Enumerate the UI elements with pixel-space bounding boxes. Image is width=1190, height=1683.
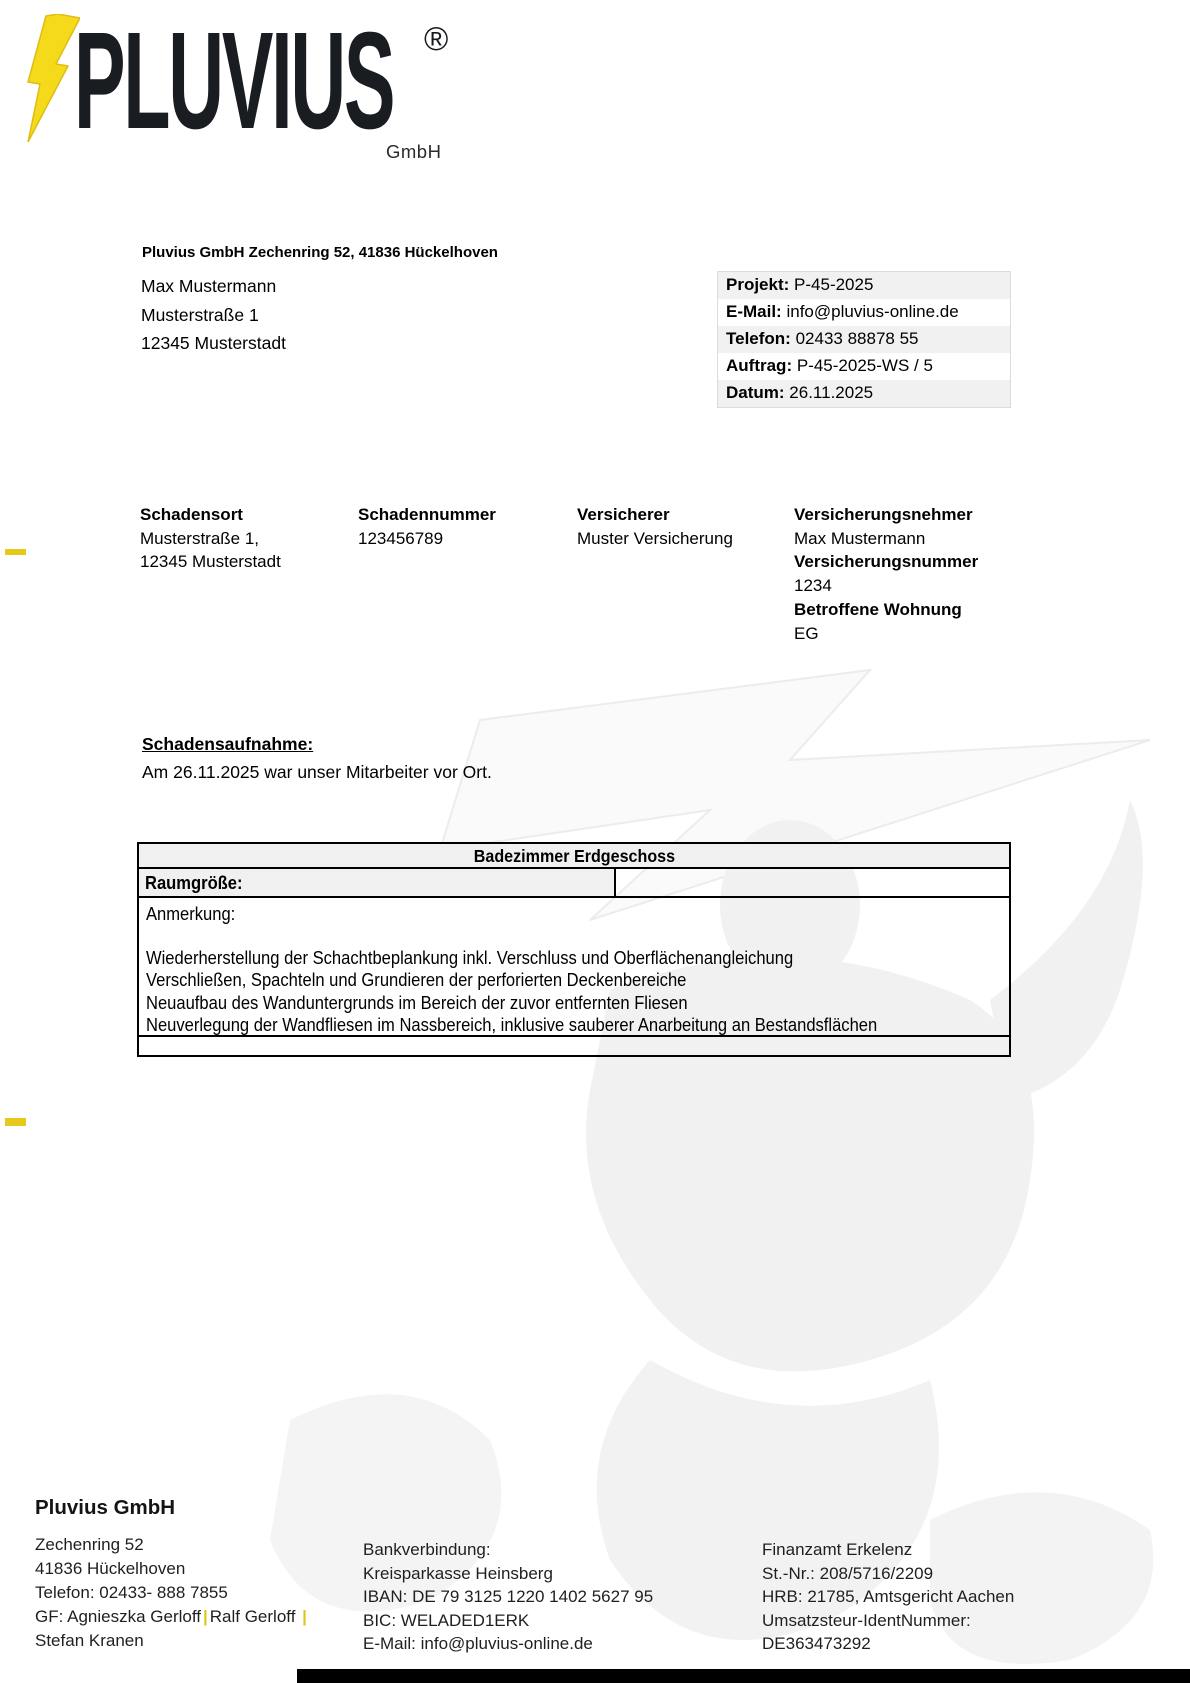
- footer-tax-line: Finanzamt Erkelenz: [762, 1540, 913, 1559]
- info-row-projekt: [718, 272, 1010, 299]
- footer-bank-line: E-Mail: info@pluvius-online.de: [363, 1634, 593, 1654]
- note-line: Verschließen, Spachteln und Grundieren der perforierten Deckenbereiche: [146, 970, 687, 991]
- info-value: 02433 88878 55: [795, 329, 919, 348]
- claim-value: Muster Versicherung: [577, 528, 733, 548]
- info-label: Datum:: [726, 383, 785, 402]
- footer-tax-line: HRB: 21785, Amtsgericht Aachen: [762, 1587, 1015, 1607]
- claim-col-schadennummer: [358, 503, 496, 550]
- info-value: P-45-2025: [794, 275, 874, 294]
- claim-heading: Betroffene Wohnung: [794, 599, 962, 619]
- gf-separator: |: [202, 1607, 208, 1626]
- info-row-datum: [718, 380, 1010, 407]
- claim-value: EG: [794, 623, 819, 643]
- claim-col-schadensort: [140, 503, 281, 574]
- footer-bank-line: Bankverbindung:: [363, 1540, 491, 1559]
- footer-address-lines: [35, 1533, 309, 1653]
- room-table-empty-row: [139, 1037, 1009, 1055]
- claim-heading: Versicherungsnummer: [794, 552, 979, 572]
- company-suffix: GmbH: [386, 141, 442, 162]
- room-size-value: [616, 869, 1009, 896]
- footer-gf-name2: Ralf Gerloff: [209, 1607, 296, 1626]
- info-value: 26.11.2025: [789, 383, 874, 402]
- info-value: P-45-2025-WS / 5: [796, 356, 933, 375]
- footer-bank-line: Kreisparkasse Heinsberg: [363, 1563, 553, 1583]
- footer-tax-line: Umsatzsteur-IdentNummer:: [762, 1610, 971, 1630]
- footer-gf-line: [35, 1605, 309, 1629]
- note-line: Neuverlegung der Wandfliesen im Nassbereich, inklusive sauberer Anarbeitung an Bestandsflächen: [146, 1015, 878, 1036]
- registered-trademark-icon: ®: [424, 20, 449, 57]
- info-value: info@pluvius-online.de: [786, 302, 959, 321]
- footer-address-city: 41836 Hückelhoven: [35, 1559, 186, 1578]
- watermark-figure: [230, 660, 1190, 1683]
- footer-tax-block: [762, 1538, 1014, 1656]
- note-line: Neuaufbau des Wanduntergrunds im Bereich der zuvor entfernten Fliesen: [146, 992, 688, 1013]
- claim-heading: Versicherungsnehmer: [794, 505, 973, 524]
- sender-line: Pluvius GmbH Zechenring 52, 41836 Hückelhoven: [142, 244, 498, 261]
- room-table-title-row: [139, 844, 1009, 869]
- claim-value: Musterstraße 1,: [140, 528, 260, 548]
- project-info-box: [717, 271, 1011, 408]
- claim-heading: Schadensort: [140, 505, 243, 524]
- claim-value: Max Mustermann: [794, 528, 926, 548]
- footer-address-street: Zechenring 52: [35, 1535, 144, 1554]
- recipient-street: Musterstraße 1: [141, 304, 259, 325]
- recipient-name: Max Mustermann: [141, 276, 277, 296]
- info-row-email: [718, 299, 1010, 326]
- fold-mark-bottom: [5, 1118, 26, 1126]
- recipient-address: [141, 272, 286, 358]
- footer-gf-names: GF: Agnieszka Gerloff: [35, 1607, 201, 1626]
- bottom-black-bar: [297, 1669, 1190, 1683]
- info-label: Telefon:: [726, 329, 791, 348]
- footer-bank-line: IBAN: DE 79 3125 1220 1402 5627 95: [363, 1587, 654, 1607]
- gf-separator: |: [302, 1607, 307, 1626]
- claim-heading: Versicherer: [577, 505, 670, 524]
- footer-bank-block: [363, 1538, 653, 1656]
- footer-tax-line: St.-Nr.: 208/5716/2209: [762, 1563, 934, 1583]
- damage-report-title: Schadensaufnahme:: [142, 734, 314, 754]
- footer-tax-line: DE363473292: [762, 1634, 871, 1654]
- claim-col-versicherungsnehmer: [794, 503, 1074, 645]
- info-label: E-Mail:: [726, 302, 782, 321]
- footer-company-name: Pluvius GmbH: [35, 1496, 176, 1519]
- claim-value: 12345 Musterstadt: [140, 552, 281, 572]
- room-size-label: Raumgröße:: [139, 869, 616, 896]
- claim-heading: Schadennummer: [358, 505, 496, 524]
- brand-wordmark: PLUVIUS: [74, 4, 394, 158]
- footer-company-block: [35, 1496, 309, 1653]
- claim-value: 1234: [794, 576, 832, 596]
- room-note-cell: [139, 898, 1009, 1037]
- room-table: [137, 842, 1011, 1057]
- footer-gf-name3: Stefan Kranen: [35, 1631, 144, 1650]
- damage-report-body: Am 26.11.2025 war unser Mitarbeiter vor Ort.: [142, 762, 492, 782]
- info-label: Auftrag:: [726, 356, 793, 375]
- note-blank-line: [146, 925, 1002, 947]
- lightning-bolt-icon: [22, 14, 80, 142]
- info-label: Projekt:: [726, 275, 790, 294]
- info-row-auftrag: [718, 353, 1010, 380]
- room-size-row: [139, 869, 1009, 898]
- damage-report-section: [142, 734, 492, 783]
- note-line: Wiederherstellung der Schachtbeplankung inkl. Verschluss und Oberflächenangleichung: [146, 948, 794, 968]
- note-label-line: [146, 903, 1002, 925]
- claim-value: 123456789: [358, 528, 444, 548]
- note-label: Anmerkung:: [146, 904, 236, 924]
- footer-bank-line: BIC: WELADED1ERK: [363, 1610, 530, 1630]
- fold-mark-top: [5, 549, 26, 555]
- footer-phone: Telefon: 02433- 888 7855: [35, 1583, 228, 1602]
- recipient-city: 12345 Musterstadt: [141, 333, 286, 353]
- room-table-title: Badezimmer Erdgeschoss: [473, 846, 675, 866]
- info-row-telefon: [718, 326, 1010, 353]
- claim-col-versicherer: [577, 503, 733, 550]
